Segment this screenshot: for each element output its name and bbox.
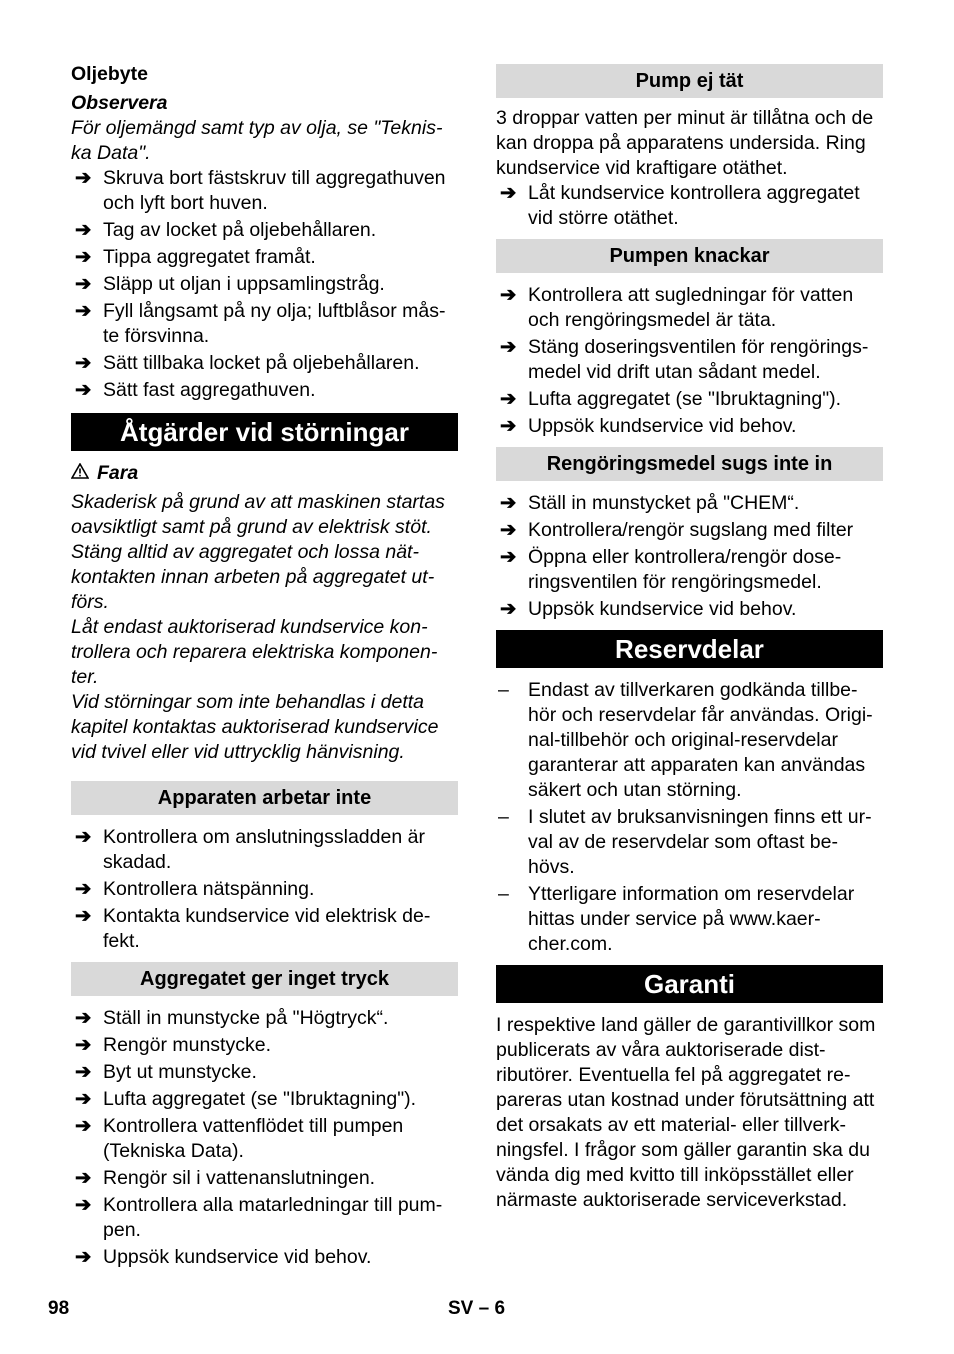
list-item-text: Skruva bort fästskruv till aggregathuven och lyft bort huven. xyxy=(103,167,446,214)
list-item-text: Lufta aggregatet (se "Ibruktagning"). xyxy=(103,1088,417,1110)
arrow-right-icon: ➔ xyxy=(500,492,517,514)
knock-heading: Pumpen knackar xyxy=(496,239,883,273)
list-item-text: Ställ in munstycket på "CHEM“. xyxy=(528,492,800,514)
warranty-text: I respektive land gäller de garantivillkor som publicerats av våra auktoriserade dist- ributörer. Eventuella fel på aggregatet re- pareras utan kostnad under förutsättning att det orsakats av ett material- eller tillverk- ningsfel. I frågor som gäller garantin ska du vända dig med kvitto till inköpsstället eller närmaste auktoriserade serviceverkstad. xyxy=(496,1014,876,1211)
list-item-text: Ställ in munstycke på "Högtryck“. xyxy=(103,1007,389,1029)
no-pressure-list xyxy=(71,1006,458,1270)
list-item xyxy=(71,1166,458,1191)
leak-heading: Pump ej tät xyxy=(496,64,883,98)
list-item-text: Uppsök kundservice vid behov. xyxy=(528,415,797,437)
dash-icon: – xyxy=(498,806,509,828)
not-working-heading: Apparaten arbetar inte xyxy=(71,781,458,815)
not-working-list xyxy=(71,825,458,954)
list-item-text: Rengör munstycke. xyxy=(103,1034,271,1056)
spare-parts-heading: Reservdelar xyxy=(496,630,883,668)
arrow-right-icon: ➔ xyxy=(75,246,92,268)
arrow-right-icon: ➔ xyxy=(500,284,517,306)
list-item xyxy=(71,825,458,875)
list-item-text: Kontrollera/rengör sugslang med filter xyxy=(528,519,854,541)
danger-paragraph: Vid störningar som inte behandlas i detta kapitel kontaktas auktoriserad kundservice vid tvivel eller vid uttrycklig hänvisning. xyxy=(71,691,439,763)
list-item xyxy=(71,378,458,403)
list-item-text: Kontrollera att sugledningar för vatten och rengöringsmedel är täta. xyxy=(528,284,854,331)
list-item xyxy=(496,335,883,385)
no-pressure-heading: Aggregatet ger inget tryck xyxy=(71,962,458,996)
list-item-text: Stäng doseringsventilen för rengörings- medel vid drift utan sådant medel. xyxy=(528,336,869,383)
arrow-right-icon: ➔ xyxy=(75,1088,92,1110)
list-item-text: Kontrollera nätspänning. xyxy=(103,878,315,900)
warning-triangle-icon xyxy=(71,461,89,486)
arrow-right-icon: ➔ xyxy=(75,1194,92,1216)
list-item-text: Kontrollera alla matarledningar till pum- pen. xyxy=(103,1194,443,1241)
list-item xyxy=(71,904,458,954)
arrow-right-icon: ➔ xyxy=(75,300,92,322)
arrow-right-icon: ➔ xyxy=(75,273,92,295)
arrow-right-icon: ➔ xyxy=(500,519,517,541)
list-item-text: Ytterligare information om reservdelar hittas under service på www.kaer- cher.com. xyxy=(528,883,855,955)
list-item-text: Kontrollera om anslutningssladden är skadad. xyxy=(103,826,425,873)
list-item-text: Öppna eller kontrollera/rengör dose- ringsventilen för rengöringsmedel. xyxy=(528,546,842,593)
list-item xyxy=(71,351,458,376)
arrow-right-icon: ➔ xyxy=(500,336,517,358)
left-column xyxy=(71,62,458,1272)
list-item xyxy=(71,1087,458,1112)
list-item-text: Släpp ut oljan i uppsamlingstråg. xyxy=(103,273,385,295)
list-item xyxy=(496,283,883,333)
arrow-right-icon: ➔ xyxy=(500,415,517,437)
danger-paragraph: Låt endast auktoriserad kundservice kon- trollera och reparera elektriska komponen- ter. xyxy=(71,616,438,688)
arrow-right-icon: ➔ xyxy=(75,1246,92,1268)
oil-steps-list xyxy=(71,166,458,403)
right-column xyxy=(496,62,883,1213)
detergent-heading: Rengöringsmedel sugs inte in xyxy=(496,447,883,481)
arrow-right-icon: ➔ xyxy=(75,878,92,900)
list-item xyxy=(496,597,883,622)
list-item-text: Sätt fast aggregathuven. xyxy=(103,379,316,401)
list-item xyxy=(71,166,458,216)
list-item-text: Byt ut munstycke. xyxy=(103,1061,257,1083)
arrow-right-icon: ➔ xyxy=(75,1007,92,1029)
danger-label-row xyxy=(71,461,458,486)
list-item xyxy=(71,1006,458,1031)
arrow-right-icon: ➔ xyxy=(500,182,517,204)
arrow-right-icon: ➔ xyxy=(75,826,92,848)
arrow-right-icon: ➔ xyxy=(75,1034,92,1056)
arrow-right-icon: ➔ xyxy=(75,1115,92,1137)
list-item-text: Endast av tillverkaren godkända tillbe- hör och reservdelar får användas. Origi- nal-tillbehör och original-reservdelar garanterar att apparaten kan användas säkert och utan störning. xyxy=(528,679,873,801)
fault-heading: Åtgärder vid störningar xyxy=(71,413,458,451)
detergent-list xyxy=(496,491,883,622)
danger-label: Fara xyxy=(97,462,139,484)
dash-icon: – xyxy=(498,679,509,701)
danger-paragraph: Skaderisk på grund av att maskinen startas oavsiktligt samt på grund av elektrisk stöt. Stäng alltid av aggregatet och lossa nät- kontakten innan arbeten på aggregatet ut- förs. xyxy=(71,491,445,613)
list-item-text: Tag av locket på oljebehållaren. xyxy=(103,219,377,241)
list-item-text: Lufta aggregatet (se "Ibruktagning"). xyxy=(528,388,842,410)
arrow-right-icon: ➔ xyxy=(75,1061,92,1083)
list-item-text: Rengör sil i vattenanslutningen. xyxy=(103,1167,376,1189)
list-item xyxy=(496,678,883,803)
list-item xyxy=(496,518,883,543)
section-label: SV – 6 xyxy=(448,1298,506,1319)
oil-note-text: För oljemängd samt typ av olja, se "Teknis- ka Data". xyxy=(71,117,443,164)
dash-icon: – xyxy=(498,883,509,905)
arrow-right-icon: ➔ xyxy=(75,352,92,374)
list-item xyxy=(71,877,458,902)
arrow-right-icon: ➔ xyxy=(75,167,92,189)
arrow-right-icon: ➔ xyxy=(75,379,92,401)
list-item xyxy=(71,1060,458,1085)
arrow-right-icon: ➔ xyxy=(500,388,517,410)
arrow-right-icon: ➔ xyxy=(500,598,517,620)
list-item xyxy=(496,387,883,412)
list-item xyxy=(496,414,883,439)
danger-text xyxy=(71,490,458,765)
oil-note-title: Observera xyxy=(71,92,168,114)
list-item-text: Sätt tillbaka locket på oljebehållaren. xyxy=(103,352,420,374)
warranty-heading: Garanti xyxy=(496,965,883,1003)
list-item xyxy=(496,882,883,957)
list-item-text: Uppsök kundservice vid behov. xyxy=(103,1246,372,1268)
list-item xyxy=(71,1245,458,1270)
list-item-text: Låt kundservice kontrollera aggregatet vid större otäthet. xyxy=(528,182,860,229)
oil-change-title: Oljebyte xyxy=(71,63,148,85)
list-item xyxy=(71,272,458,297)
list-item xyxy=(71,1033,458,1058)
knock-list xyxy=(496,283,883,439)
arrow-right-icon: ➔ xyxy=(75,219,92,241)
list-item-text: I slutet av bruksanvisningen finns ett ur- val av de reservdelar som oftast be- hövs. xyxy=(528,806,872,878)
page-number: 98 xyxy=(48,1298,70,1319)
leak-text: 3 droppar vatten per minut är tillåtna och de kan droppa på apparatens undersida. Ring kundservice vid kraftigare otäthet. xyxy=(496,107,874,179)
list-item xyxy=(71,1114,458,1164)
spare-parts-list xyxy=(496,678,883,957)
list-item-text: Kontakta kundservice vid elektrisk de- fekt. xyxy=(103,905,431,952)
arrow-right-icon: ➔ xyxy=(75,905,92,927)
list-item-text: Fyll långsamt på ny olja; luftblåsor mås- te försvinna. xyxy=(103,300,446,347)
list-item xyxy=(496,181,883,231)
list-item xyxy=(496,491,883,516)
list-item xyxy=(71,245,458,270)
list-item xyxy=(496,545,883,595)
list-item-text: Uppsök kundservice vid behov. xyxy=(528,598,797,620)
list-item xyxy=(71,1193,458,1243)
leak-list xyxy=(496,181,883,231)
arrow-right-icon: ➔ xyxy=(500,546,517,568)
list-item-text: Kontrollera vattenflödet till pumpen (Tekniska Data). xyxy=(103,1115,404,1162)
list-item xyxy=(71,299,458,349)
list-item xyxy=(496,805,883,880)
arrow-right-icon: ➔ xyxy=(75,1167,92,1189)
list-item xyxy=(71,218,458,243)
list-item-text: Tippa aggregatet framåt. xyxy=(103,246,316,268)
